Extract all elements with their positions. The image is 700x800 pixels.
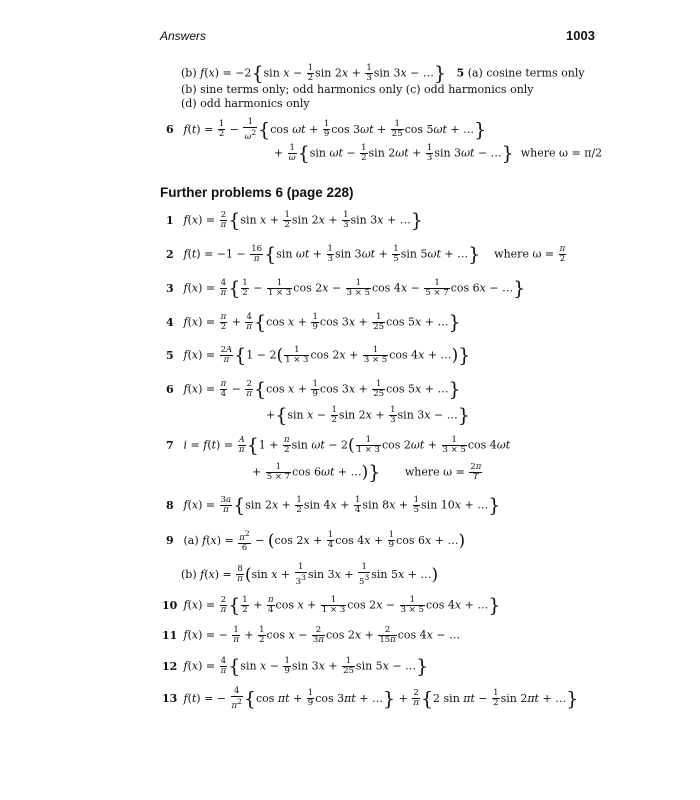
- answer-6-line2: + $\frac{1}{\omega}$ {sin ωt − $\frac{1}{2}$ sin 2ωt + $\frac{1}{3}$ sin 3ωt − …} where ω = π/2: [274, 142, 603, 165]
- problem-2: 2 f(t) = −1 − $\frac{16}{\pi}$ {sin ωt + $\frac{1}{3}$ sin 3ωt + $\frac{1}{5}$ sin 5ωt + …} where ω = $\frac{\pi}{2}$: [166, 243, 566, 266]
- problem-4: 4 f(x) = $\frac{\pi}{2}$ + $\frac{4}{\pi}$ {cos x + $\frac{1}{9}$ cos 3x + $\frac{1}{25}$ cos 5x + …}: [166, 311, 461, 334]
- problem-1: 1 f(x) = $\frac{2}{\pi}$ {sin x + $\frac{1}{2}$ sin 2x + $\frac{1}{3}$ sin 3x + …}: [166, 209, 423, 232]
- problem-5: 5 f(x) = $\frac{2A}{\pi}$ {1 − 2( $\frac{1}{1 \times 3}$ cos 2x + $\frac{1}{3 \times 5}$ cos 4x + …)}: [166, 344, 471, 367]
- problem-11: 11 f(x) = − $\frac{1}{\pi}$ + $\frac{1}{2}$ cos x − $\frac{2}{3\pi}$ cos 2x + $\frac{2}{15\pi}$ cos 4x − …: [162, 625, 461, 645]
- section-title: Further problems 6 (page 228): [160, 185, 354, 200]
- answer-5d: (d) odd harmonics only: [181, 97, 310, 110]
- problem-7-line1: 7 i = f(t) = $\frac{A}{\pi}$ {1 + $\frac{\pi}{2}$ sin ωt − 2( $\frac{1}{1 \times 3}$ cos 2ωt + $\frac{1}{3 \times 5}$ cos 4ωt: [166, 434, 511, 457]
- answer-6-line1: 6 f(t) = $\frac{1}{2}$ − $\frac{1}{\omega^2}$ {cos ωt + $\frac{1}{9}$ cos 3ωt + $\frac{1}{25}$ cos 5ωt + …}: [166, 117, 487, 142]
- running-head: Answers: [160, 29, 207, 43]
- problem-7-line2: + $\frac{1}{5 \times 7}$ cos 6ωt + …)} where ω = $\frac{2\pi}{T}$: [252, 461, 482, 484]
- problem-3: 3 f(x) = $\frac{4}{\pi}$ { $\frac{1}{2}$ − $\frac{1}{1 \times 3}$ cos 2x − $\frac{1}{3 \times 5}$ cos 4x − $\frac{1}{5 \times 7}$ cos 6x − …}: [166, 277, 526, 300]
- problem-10: 10 f(x) = $\frac{2}{\pi}$ { $\frac{1}{2}$ + $\frac{\pi}{4}$ cos x + $\frac{1}{1 \times 3}$ cos 2x − $\frac{1}{3 \times 5}$ cos 4x + …}: [162, 594, 501, 617]
- problem-8: 8 f(x) = $\frac{3a}{\pi}$ {sin 2x + $\frac{1}{2}$ sin 4x + $\frac{1}{4}$ sin 8x + $\frac{1}{5}$ sin 10x + …}: [166, 494, 501, 517]
- problem-6-line2: +{sin x − $\frac{1}{2}$ sin 2x + $\frac{1}{3}$ sin 3x − …}: [266, 404, 470, 427]
- problem-9a: 9 (a) f(x) = $\frac{\pi^2}{6}$ − (cos 2x + $\frac{1}{4}$ cos 4x + $\frac{1}{9}$ cos 6x + …): [166, 529, 466, 553]
- answer-4b: (b) f(x) = −2{sin x − $\frac{1}{2}$ sin 2x + $\frac{1}{3}$ sin 3x − …} 5 (a) cosine terms only: [181, 62, 585, 85]
- problem-13: 13 f(t) = − $\frac{4}{\pi^2}$ {cos πt + $\frac{1}{9}$ cos 3πt + …} + $\frac{2}{\pi}$ {2 sin πt − $\frac{1}{2}$ sin 2πt + …}: [162, 686, 579, 711]
- problem-9b: (b) f(x) = $\frac{8}{\pi}$ (sin x + $\frac{1}{3^3}$ sin 3x + $\frac{1}{5^3}$ sin 5x + …): [181, 562, 439, 587]
- answer-5b: (b) sine terms only; odd harmonics only (c) odd harmonics only: [181, 83, 534, 96]
- page-number: 1003: [566, 28, 595, 43]
- problem-12: 12 f(x) = $\frac{4}{\pi}$ {sin x − $\frac{1}{9}$ sin 3x + $\frac{1}{25}$ sin 5x − …}: [162, 655, 429, 678]
- problem-6-line1: 6 f(x) = $\frac{\pi}{4}$ − $\frac{2}{\pi}$ {cos x + $\frac{1}{9}$ cos 3x + $\frac{1}{25}$ cos 5x + …}: [166, 378, 461, 401]
